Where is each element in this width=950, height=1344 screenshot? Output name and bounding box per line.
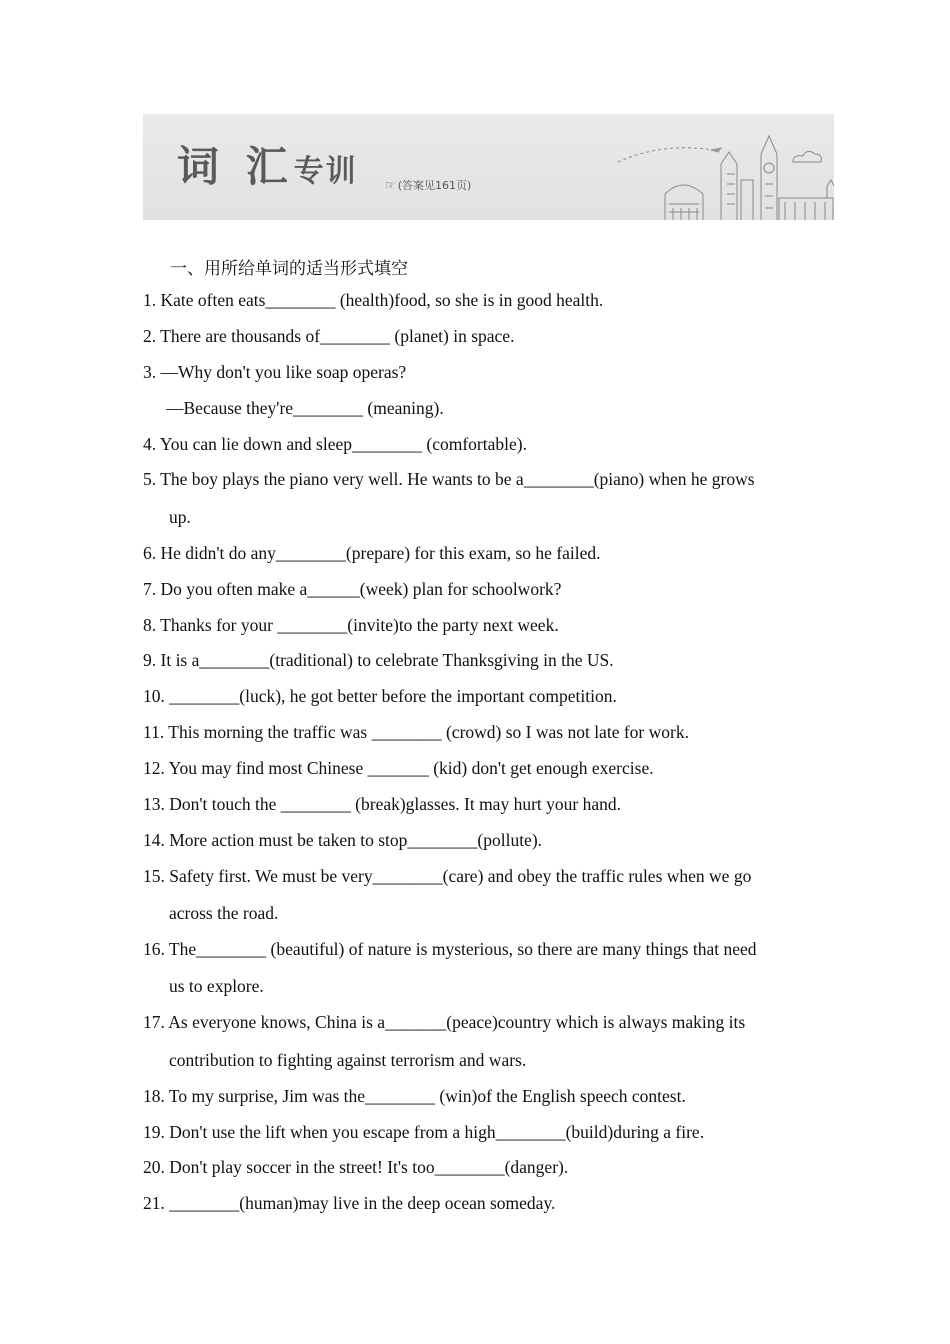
question-3: 3. —Why don't you like soap operas?	[143, 362, 407, 382]
question-8: 8. Thanks for your ________(invite)to the party next week.	[143, 615, 559, 635]
banner-title-vocabulary: 词 汇	[177, 142, 294, 191]
answer-reference-note	[385, 177, 471, 193]
question-18: 18. To my surprise, Jim was the________ (win)of the English speech contest.	[143, 1086, 686, 1106]
question-9: 9. It is a________(traditional) to celebrate Thanksgiving in the US.	[143, 650, 614, 670]
question-1: 1. Kate often eats________ (health)food, so she is in good health.	[143, 290, 604, 310]
question-13: 13. Don't touch the ________ (break)glasses. It may hurt your hand.	[143, 794, 621, 814]
question-2: 2. There are thousands of________ (planet) in space.	[143, 326, 515, 346]
banner-title-training: 专训	[293, 154, 358, 189]
question-4: 4. You can lie down and sleep________ (comfortable).	[143, 434, 527, 454]
question-19: 19. Don't use the lift when you escape from a high________(build)during a fire.	[143, 1122, 705, 1142]
section-title: 一、用所给单词的适当形式填空	[170, 259, 408, 279]
question-21: 21. ________(human)may live in the deep ocean someday.	[143, 1193, 556, 1213]
question-12: 12. You may find most Chinese _______ (kid) don't get enough exercise.	[143, 758, 654, 778]
question-15: 15. Safety first. We must be very________(care) and obey the traffic rules when we go	[143, 866, 752, 886]
question-17: 17. As everyone knows, China is a_______(peace)country which is always making its	[143, 1012, 746, 1032]
question-20: 20. Don't play soccer in the street! It's too________(danger).	[143, 1157, 569, 1177]
answer-reference-text: (答案见161页)	[397, 179, 472, 192]
question-3-answer-line: —Because they're________ (meaning).	[166, 398, 444, 418]
question-5-continuation: up.	[169, 507, 191, 527]
question-6: 6. He didn't do any________(prepare) for this exam, so he failed.	[143, 543, 601, 563]
city-skyline-illustration	[603, 114, 834, 220]
question-11: 11. This morning the traffic was ________ (crowd) so I was not late for work.	[143, 722, 689, 742]
question-16: 16. The________ (beautiful) of nature is mysterious, so there are many things that need	[143, 939, 757, 959]
banner-title	[177, 142, 358, 197]
pointing-hand-icon: ☞	[385, 178, 396, 192]
question-17-continuation: contribution to fighting against terrorism and wars.	[169, 1050, 527, 1070]
question-16-continuation: us to explore.	[169, 976, 264, 996]
question-14: 14. More action must be taken to stop________(pollute).	[143, 830, 543, 850]
header-banner	[143, 114, 834, 220]
question-7: 7. Do you often make a______(week) plan for schoolwork?	[143, 579, 562, 599]
question-5: 5. The boy plays the piano very well. He wants to be a________(piano) when he grows	[143, 469, 755, 489]
question-15-continuation: across the road.	[169, 903, 279, 923]
question-10: 10. ________(luck), he got better before the important competition.	[143, 686, 617, 706]
